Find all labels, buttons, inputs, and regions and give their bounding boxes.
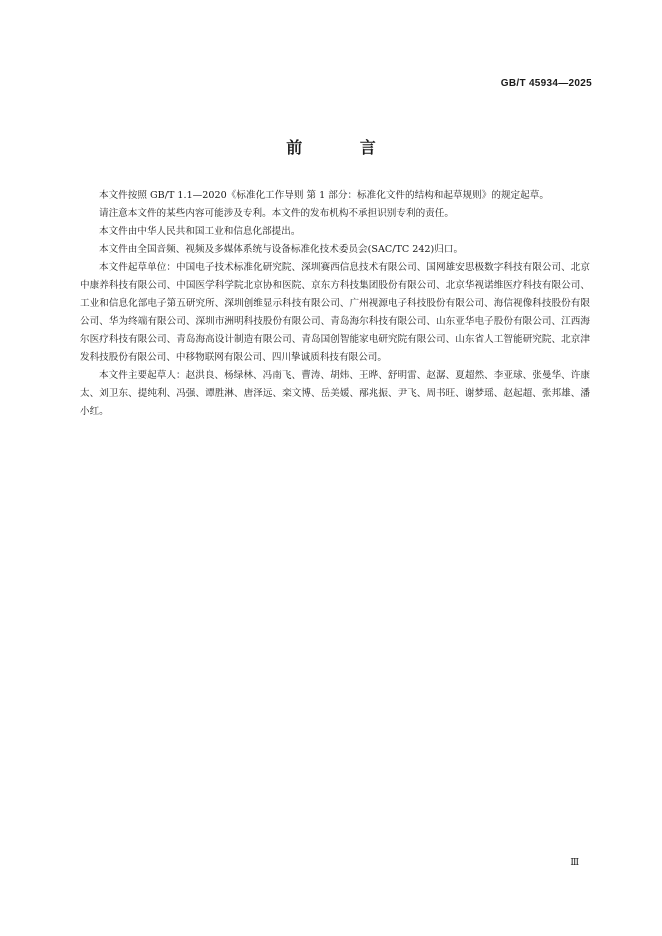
- paragraph-drafting-rules: 本文件按照 GB/T 1.1—2020《标准化工作导则 第 1 部分：标准化文件的结构和起草规则》的规定起草。: [99, 190, 549, 201]
- paragraph-proposer: 本文件由中华人民共和国工业和信息化部提出。: [99, 226, 301, 237]
- paragraph-patent-notice: 请注意本文件的某些内容可能涉及专利。本文件的发布机构不承担识别专利的责任。: [99, 208, 454, 219]
- standard-number: GB/T 45934—2025: [500, 78, 592, 89]
- paragraph-drafting-organizations: 本文件起草单位：中国电子技术标准化研究院、深圳赛西信息技术有限公司、国网雄安思极数字科技有限公司、北京中康养科技有限公司、中国医学科学院北京协和医院、京东方科技集团股份有限公司、北京华视诺维医疗科技有限公司、工业和信息化部电子第五研究所、深圳创维显示科技有限公司、广州视源电子科技股份有限公司、海信视像科技股份有限公司、华为终端有限公司、深圳市洲明科技股份有限公司、青岛海尔科技有限公司、山东亚华电子股份有限公司、江西海尔医疗科技有限公司、青岛海高设计制造有限公司、青岛国创智能家电研究院有限公司、山东省人工智能研究院、北京津发科技股份有限公司、中移物联网有限公司、四川挚诚质科技有限公司。: [80, 262, 590, 363]
- paragraph-drafters: 本文件主要起草人：赵洪良、杨绿林、冯南飞、曹涛、胡炜、王晔、舒明雷、赵潺、夏超然、李亚球、张曼华、许康太、刘卫东、提纯利、冯强、谭胜淋、唐泽远、栾文博、岳美媛、邴兆振、尹飞、周书旺、谢梦瑶、赵起超、张邦雄、潘小红。: [80, 370, 590, 417]
- page-number: Ⅲ: [570, 858, 580, 868]
- paragraph-committee: 本文件由全国音频、视频及多媒体系统与设备标准化技术委员会(SAC/TC 242)归口。: [99, 244, 464, 255]
- page-title: 前 言: [286, 138, 402, 157]
- document-body: [80, 187, 590, 421]
